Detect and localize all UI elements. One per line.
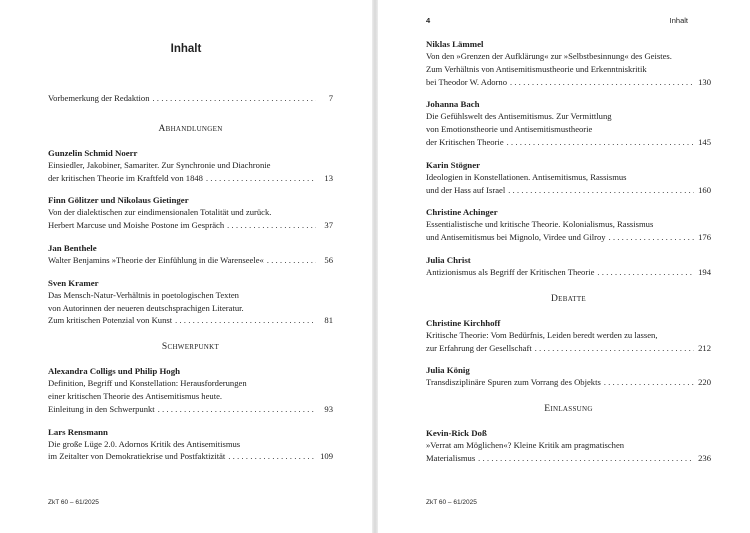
leader-dots <box>267 254 316 268</box>
entry-title-line <box>426 342 711 356</box>
entry-title-line <box>48 314 333 328</box>
footer-journal: ZkT 60 – 61/2025 <box>426 499 477 506</box>
section-heading: Schwerpunkt <box>161 342 220 353</box>
entry-title-line <box>48 302 333 315</box>
entry-title-text: einer kritischen Theorie des Antisemitismus heute. <box>48 390 223 401</box>
entry-title-text: und Antisemitismus bei Mignolo, Virdee und Gilroy <box>426 232 606 243</box>
footer-journal: ZkT 60 – 61/2025 <box>48 499 99 506</box>
entry-page: 176 <box>698 232 711 243</box>
entry-title-text: und der Hass auf Israel <box>426 184 506 195</box>
entry-title-line <box>426 110 711 123</box>
toc-entry[interactable] <box>426 427 711 466</box>
entry-title-text: Von den »Grenzen der Aufklärung« zur »Selbstbesinnung« des Geistes. <box>426 51 672 61</box>
entry-title-text: Von der dialektischen zur eindimensionalen Totalität und zurück. <box>48 207 272 218</box>
toc-entry[interactable] <box>426 254 711 280</box>
entry-page: 220 <box>698 377 711 388</box>
entry-title-text: Die Gefühlswelt des Antisemitismus. Zur Vermittlung <box>426 111 612 122</box>
entry-page: 160 <box>698 184 711 195</box>
entry-title-line <box>426 136 711 150</box>
toc-entry[interactable] <box>48 426 333 465</box>
entry-page: 212 <box>698 342 711 353</box>
entry-author: Karin Stögner <box>426 159 481 170</box>
toc-entry[interactable] <box>426 98 711 149</box>
entry-title-text: Kritische Theorie: Vom Bedürfnis, Leiden beredt werden zu lassen, <box>426 329 658 340</box>
entry-author: Jan Benthele <box>48 242 97 253</box>
entry-author: Niklas Lämmel <box>426 39 484 49</box>
entry-author: Lars Rensmann <box>48 426 108 437</box>
toc-entry[interactable] <box>48 365 333 416</box>
entry-title-text: von Autorinnen der neueren deutschsprachigen Literatur. <box>48 302 244 313</box>
leader-dots <box>507 136 694 150</box>
entry-title-line <box>426 50 711 63</box>
toc-entry[interactable] <box>426 38 711 89</box>
leader-dots <box>228 450 316 464</box>
entry-title-line <box>48 159 333 172</box>
leader-dots <box>206 172 316 186</box>
entry-title-text: Einsiedler, Jakobiner, Samariter. Zur Synchronie und Diachronie <box>48 159 271 170</box>
left-page <box>0 0 372 533</box>
entry-page: 56 <box>324 254 333 265</box>
leader-dots <box>535 342 694 356</box>
section-heading: Debatte <box>550 293 586 304</box>
entry-author: Gunzelin Schmid Noerr <box>48 147 138 158</box>
entry-title-line <box>426 439 711 452</box>
running-title: Inhalt <box>669 16 688 25</box>
section-heading: Einlassung <box>544 404 593 415</box>
toc-entry[interactable] <box>48 242 333 268</box>
toc-entry[interactable] <box>426 159 711 198</box>
leader-dots <box>153 92 316 106</box>
preface-spacer <box>48 106 333 110</box>
page-title: Inhalt <box>170 43 202 55</box>
leader-dots <box>609 231 694 245</box>
leader-dots <box>158 403 316 417</box>
entry-title-line <box>426 376 711 390</box>
entry-page: 93 <box>324 403 333 414</box>
entry-title-line <box>48 219 333 233</box>
entry-title-line <box>48 254 333 268</box>
entry-author: Christine Achinger <box>426 207 498 218</box>
leader-dots <box>175 314 316 328</box>
entry-page: 194 <box>698 266 711 277</box>
section-heading: Abhandlungen <box>158 123 223 134</box>
entry-title-line <box>426 63 711 76</box>
running-page-number: 4 <box>426 16 431 25</box>
toc-entry[interactable] <box>48 277 333 328</box>
entry-title-line <box>426 171 711 184</box>
leader-dots <box>604 376 694 390</box>
entry-title-text: Walter Benjamins »Theorie der Einfühlung in die Warenseele« <box>48 254 264 265</box>
toc-entry[interactable] <box>48 194 333 233</box>
toc-entry[interactable] <box>48 147 333 186</box>
toc-entry[interactable] <box>426 364 711 390</box>
entry-title-text: von Emotionstheorie und Antisemitismustheorie <box>426 124 593 135</box>
entry-page: 109 <box>320 451 333 462</box>
preface-page: 7 <box>328 93 333 103</box>
leader-dots <box>478 452 694 466</box>
entry-author: Finn Gölitzer und Nikolaus Gietinger <box>48 195 189 206</box>
preface-title: Vorbemerkung der Redaktion <box>48 93 150 103</box>
entry-author: Julia Christ <box>426 254 471 265</box>
entry-title-text: Transdisziplinäre Spuren zum Vorrang des Objekts <box>426 377 601 388</box>
toc-entry[interactable] <box>426 206 711 245</box>
entry-author: Johanna Bach <box>426 99 480 110</box>
entry-title-line <box>48 289 333 302</box>
toc-entry[interactable] <box>426 317 711 356</box>
entry-title-text: Einleitung in den Schwerpunkt <box>48 403 155 414</box>
entry-author: Alexandra Colligs und Philip Hogh <box>48 366 180 377</box>
entry-page: 145 <box>698 136 711 147</box>
entry-title-text: Die große Lüge 2.0. Adornos Kritik des Antisemitismus <box>48 438 241 449</box>
entry-title-line <box>48 377 333 390</box>
leader-dots <box>508 184 694 198</box>
entry-title-text: »Verrat am Möglichen«? Kleine Kritik am pragmatischen <box>426 440 625 451</box>
entry-page: 37 <box>324 220 333 231</box>
entry-title-line <box>426 184 711 198</box>
entry-author: Christine Kirchhoff <box>426 317 501 328</box>
right-page <box>378 0 750 533</box>
toc-right <box>426 38 711 475</box>
entry-title-line <box>426 76 711 90</box>
entry-title-text: Herbert Marcuse und Moishe Postone im Gespräch <box>48 220 225 231</box>
entry-page: 236 <box>698 452 711 463</box>
entry-title-text: Zum kritischen Potenzial von Kunst <box>48 315 173 326</box>
entry-author: Sven Kramer <box>48 277 99 288</box>
entry-title-line <box>426 266 711 280</box>
toc-preface[interactable] <box>48 92 333 106</box>
entry-title-line <box>426 329 711 342</box>
entry-title-line <box>48 450 333 464</box>
entry-title-text: Ideologien in Konstellationen. Antisemitismus, Rassismus <box>426 171 627 182</box>
entry-title-line <box>48 438 333 451</box>
entry-title-text: Zum Verhältnis von Antisemitismustheorie und Erkenntniskritik <box>426 63 647 74</box>
entry-title-text: Antizionismus als Begriff der Kritischen Theorie <box>426 266 595 277</box>
entry-title-line <box>48 206 333 219</box>
entry-page: 130 <box>698 76 711 87</box>
entry-title-text: bei Theodor W. Adorno <box>426 76 507 87</box>
entry-title-text: im Zeitalter von Demokratiekrise und Postfaktizität <box>48 451 226 462</box>
entry-title-line <box>48 403 333 417</box>
entry-title-line <box>426 231 711 245</box>
entry-page: 81 <box>324 315 333 326</box>
entry-title-line <box>426 123 711 136</box>
leader-dots <box>510 76 694 90</box>
entry-title-text: der Kritischen Theorie <box>426 136 504 147</box>
entry-title-line <box>426 218 711 231</box>
entry-title-text: Das Mensch-Natur-Verhältnis in poetologischen Texten <box>48 289 239 300</box>
leader-dots <box>227 219 316 233</box>
entry-author: Kevin-Rick Doß <box>426 428 487 439</box>
entry-author: Julia König <box>426 365 470 376</box>
toc-left <box>48 92 333 473</box>
entry-title-text: Essentialistische und kritische Theorie. Kolonialismus, Rassismus <box>426 219 654 230</box>
entry-title-line <box>48 172 333 186</box>
entry-title-text: Definition, Begriff und Konstellation: Herausforderungen <box>48 378 247 389</box>
leader-dots <box>597 266 694 280</box>
entry-title-text: der kritischen Theorie im Kraftfeld von 1848 <box>48 172 203 183</box>
entry-page: 13 <box>324 172 333 183</box>
entry-title-line <box>426 452 711 466</box>
entry-title-line <box>48 390 333 403</box>
entry-title-text: Materialismus <box>426 452 476 463</box>
entry-title-text: zur Erfahrung der Gesellschaft <box>426 342 532 353</box>
